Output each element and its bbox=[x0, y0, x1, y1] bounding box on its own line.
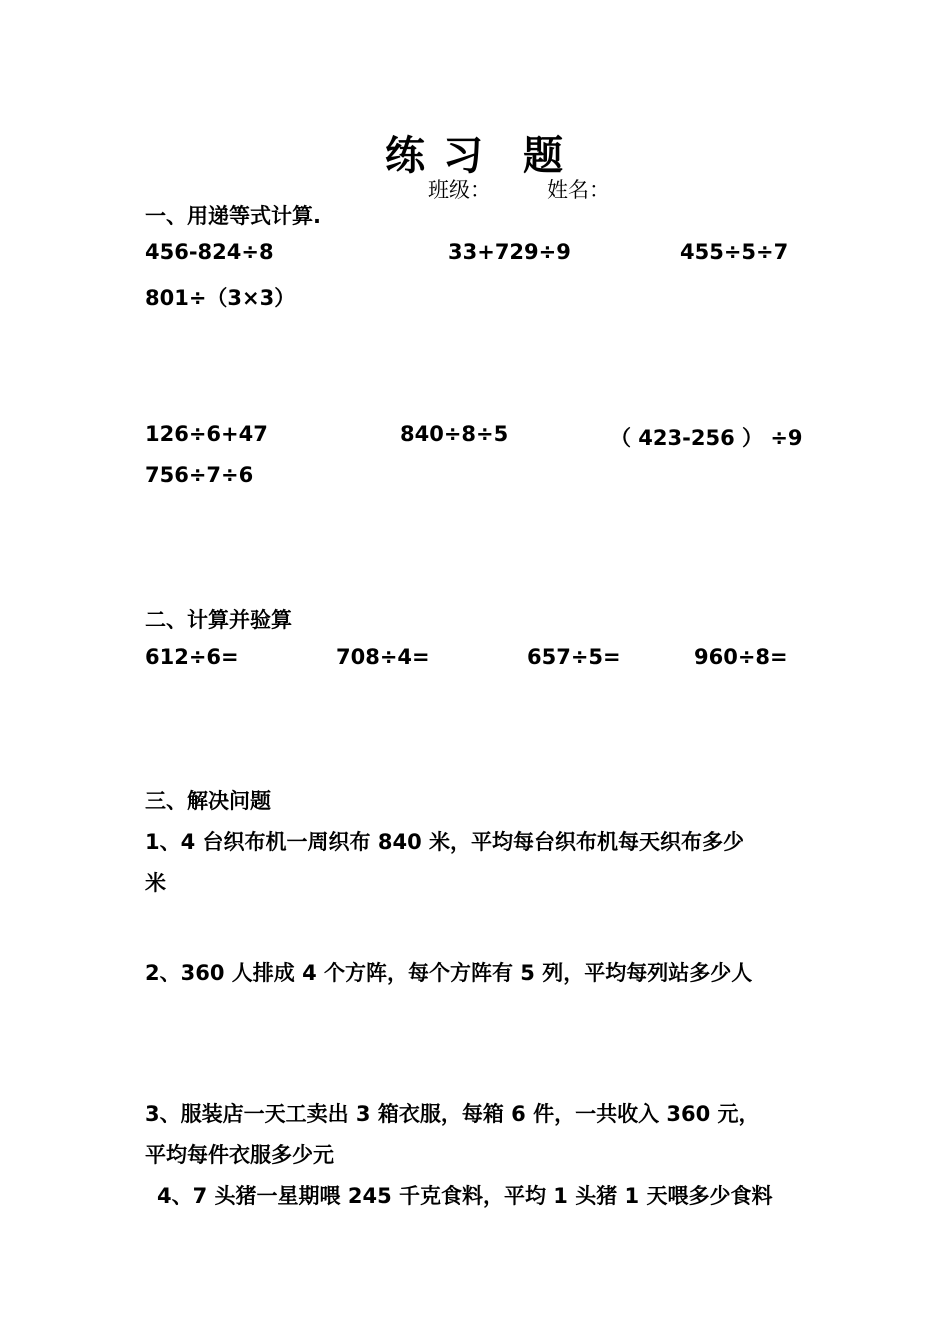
section3-heading: 三、解决问题 bbox=[145, 789, 271, 813]
check-expression: 960÷8= bbox=[694, 645, 788, 669]
word-problem-3: 3、服装店一天工卖出 3 箱衣服，每箱 6 件，一共收入 360 元， bbox=[145, 1102, 760, 1126]
word-problem-1-continued: 米 bbox=[145, 871, 166, 895]
expression: 801÷（3×3） bbox=[145, 286, 296, 310]
check-expression: 657÷5= bbox=[527, 645, 621, 669]
expression: 456-824÷8 bbox=[145, 240, 274, 264]
name-label: 姓名： bbox=[547, 178, 610, 202]
class-label: 班级： bbox=[428, 178, 491, 202]
expression: 455÷5÷7 bbox=[680, 240, 789, 264]
check-expression: 612÷6= bbox=[145, 645, 239, 669]
section1-heading: 一、用递等式计算. bbox=[145, 204, 321, 228]
section2-heading: 二、计算并验算 bbox=[145, 608, 292, 632]
word-problem-1: 1、4 台织布机一周织布 840 米，平均每台织布机每天织布多少 bbox=[145, 830, 744, 854]
check-expression: 708÷4= bbox=[336, 645, 430, 669]
word-problem-2: 2、360 人排成 4 个方阵，每个方阵有 5 列，平均每列站多少人 bbox=[145, 961, 753, 985]
expression: 840÷8÷5 bbox=[400, 422, 509, 446]
expression: 126÷6+47 bbox=[145, 422, 268, 446]
expression: 33+729÷9 bbox=[448, 240, 571, 264]
word-problem-3-continued: 平均每件衣服多少元 bbox=[145, 1143, 334, 1167]
page-title-part2: 题 bbox=[522, 132, 565, 179]
expression: （ 423-256 ） ÷9 bbox=[610, 426, 803, 450]
page-title bbox=[0, 124, 950, 181]
expression: 756÷7÷6 bbox=[145, 463, 254, 487]
page-title-part1: 练 习 bbox=[385, 132, 485, 179]
word-problem-4: 4、7 头猪一星期喂 245 千克食料，平均 1 头猪 1 天喂多少食料 bbox=[157, 1184, 773, 1208]
